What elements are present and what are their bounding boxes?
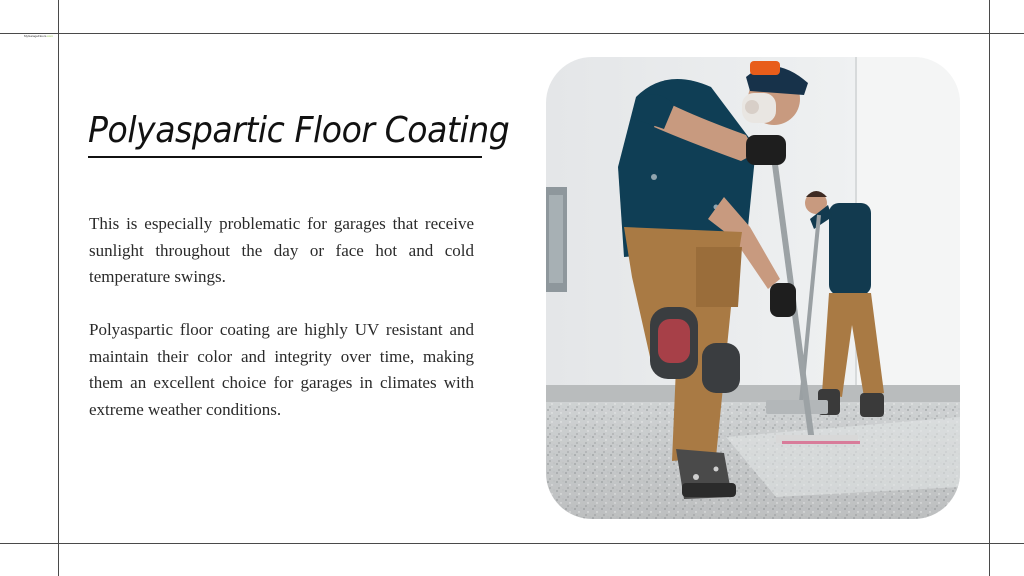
paragraph-1: This is especially problematic for garages that receive sunlight throughout the day or face hot and cold temperature swings. xyxy=(89,214,474,286)
workers-photo xyxy=(546,57,960,519)
logo-text: MyGarageFloors xyxy=(24,34,47,38)
right-rule xyxy=(989,0,990,576)
logo-accent-text: .com xyxy=(46,34,53,38)
left-rule xyxy=(58,0,59,576)
paragraph-2: Polyaspartic floor coating are highly UV resistant and maintain their color and integrity over time, making them an excellent choice for garages in climates with extreme weather conditions. xyxy=(89,320,474,419)
knee-pad-right xyxy=(702,343,740,393)
bottom-rule xyxy=(0,543,1024,544)
top-rule xyxy=(0,33,1024,34)
slide-title: Polyaspartic Floor Coating xyxy=(88,110,510,151)
company-logo xyxy=(24,34,53,38)
title-underline xyxy=(88,156,482,158)
